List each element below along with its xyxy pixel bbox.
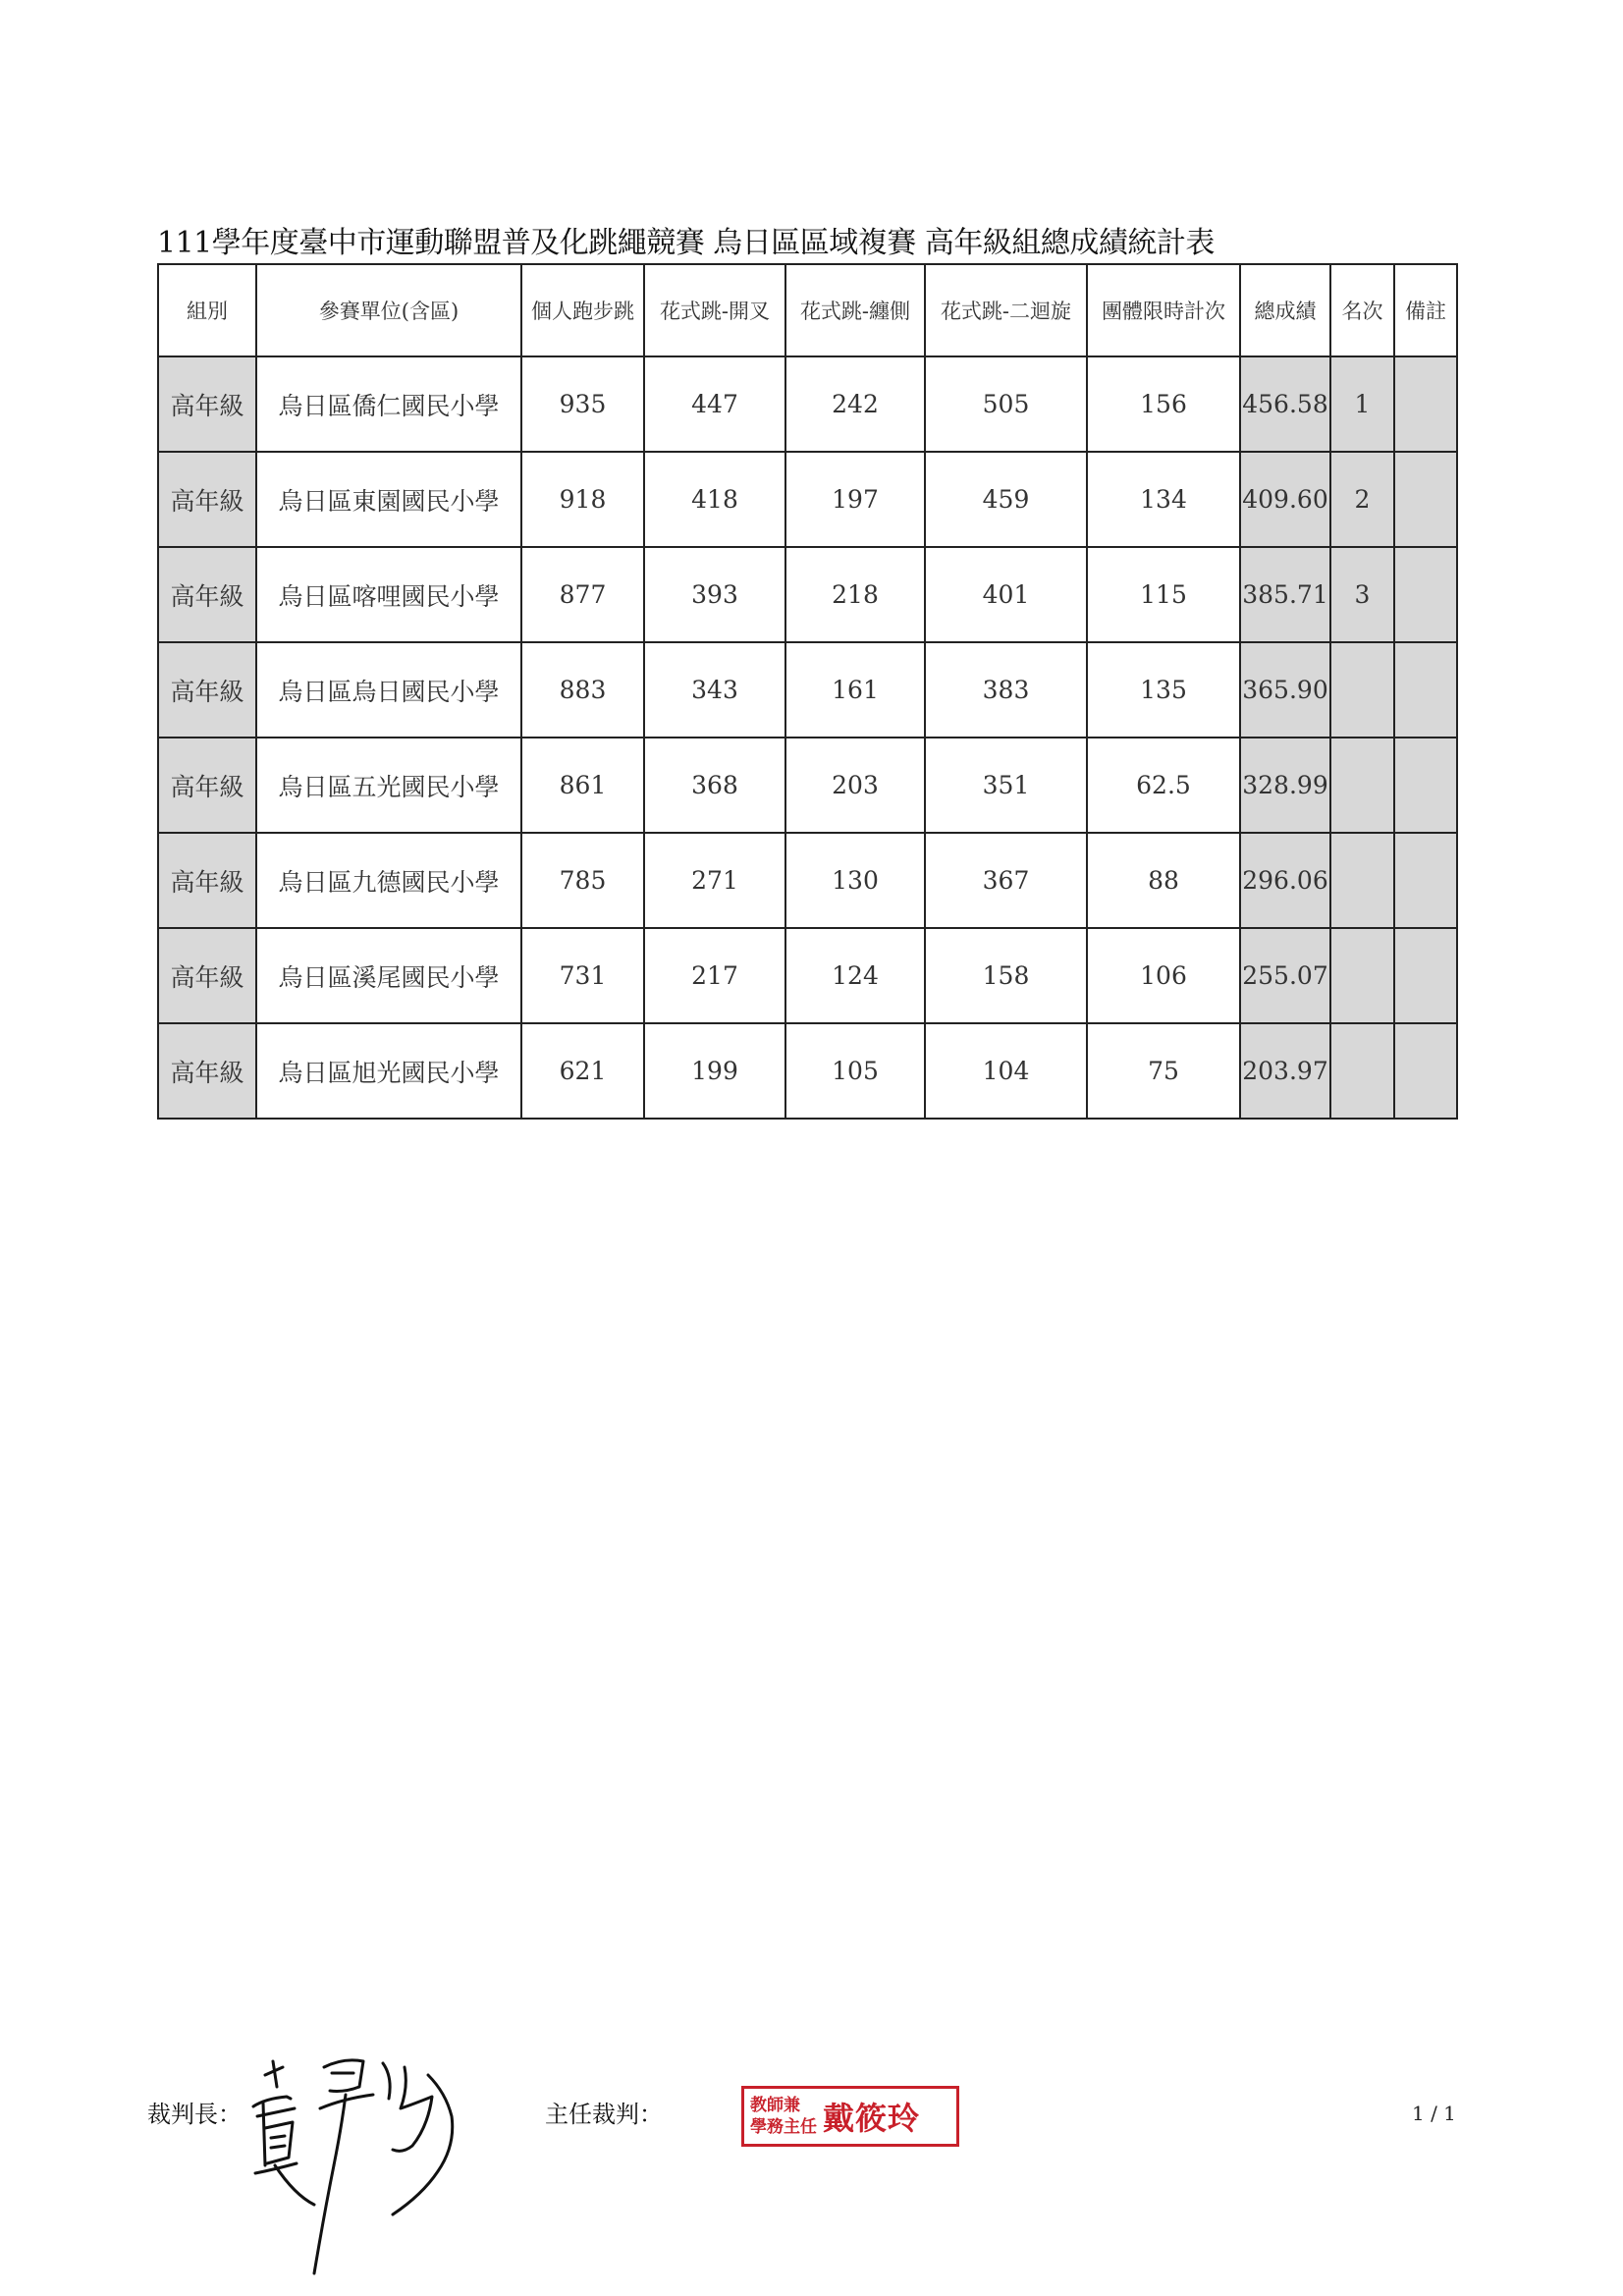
cell-rank (1330, 928, 1394, 1023)
cell-side-swing: 105 (785, 1023, 925, 1119)
chief-judge-label: 主任裁判： (545, 2101, 663, 2128)
cell-rank: 1 (1330, 356, 1394, 452)
cell-total: 328.99 (1240, 738, 1330, 833)
results-table (157, 263, 1458, 1120)
cell-note (1394, 833, 1457, 928)
cell-total: 365.90 (1240, 642, 1330, 738)
head-judge-label: 裁判長： (147, 2101, 242, 2128)
cell-total: 255.07 (1240, 928, 1330, 1023)
cell-school: 烏日區旭光國民小學 (256, 1023, 521, 1119)
cell-run: 621 (521, 1023, 644, 1119)
cell-run: 861 (521, 738, 644, 833)
cell-rank (1330, 833, 1394, 928)
cell-total: 456.58 (1240, 356, 1330, 452)
cell-side-swing: 161 (785, 642, 925, 738)
header-school: 參賽單位(含區) (256, 264, 521, 356)
cell-double-under: 104 (925, 1023, 1087, 1119)
page-number: 1 / 1 (1412, 2102, 1456, 2125)
cell-school: 烏日區九德國民小學 (256, 833, 521, 928)
cell-school: 烏日區東園國民小學 (256, 452, 521, 547)
stamp-line-2: 學務主任 (750, 2117, 817, 2137)
cell-note (1394, 642, 1457, 738)
cell-note (1394, 356, 1457, 452)
header-double-under: 花式跳-二迴旋 (925, 264, 1087, 356)
cell-rank (1330, 738, 1394, 833)
cell-run: 918 (521, 452, 644, 547)
cell-group: 高年級 (158, 1023, 256, 1119)
cell-total: 203.97 (1240, 1023, 1330, 1119)
cell-school: 烏日區僑仁國民小學 (256, 356, 521, 452)
cell-open-cross: 368 (644, 738, 785, 833)
cell-side-swing: 197 (785, 452, 925, 547)
cell-group: 高年級 (158, 642, 256, 738)
cell-team: 88 (1087, 833, 1240, 928)
cell-rank: 3 (1330, 547, 1394, 642)
cell-side-swing: 130 (785, 833, 925, 928)
cell-run: 731 (521, 928, 644, 1023)
cell-group: 高年級 (158, 928, 256, 1023)
table-row (158, 833, 1457, 928)
cell-team: 115 (1087, 547, 1240, 642)
cell-side-swing: 203 (785, 738, 925, 833)
handwritten-signature (236, 2048, 491, 2293)
cell-open-cross: 447 (644, 356, 785, 452)
cell-double-under: 383 (925, 642, 1087, 738)
document-title: 111學年度臺中市運動聯盟普及化跳繩競賽 烏日區區域複賽 高年級組總成績統計表 (157, 226, 1215, 260)
cell-school: 烏日區溪尾國民小學 (256, 928, 521, 1023)
header-total: 總成績 (1240, 264, 1330, 356)
cell-open-cross: 393 (644, 547, 785, 642)
cell-open-cross: 217 (644, 928, 785, 1023)
cell-team: 135 (1087, 642, 1240, 738)
header-side-swing: 花式跳-纏側 (785, 264, 925, 356)
table-header-row (158, 264, 1457, 356)
cell-run: 883 (521, 642, 644, 738)
table-row (158, 642, 1457, 738)
cell-total: 385.71 (1240, 547, 1330, 642)
table-row (158, 547, 1457, 642)
cell-group: 高年級 (158, 452, 256, 547)
cell-note (1394, 928, 1457, 1023)
cell-rank (1330, 642, 1394, 738)
official-stamp (741, 2086, 959, 2147)
cell-team: 75 (1087, 1023, 1240, 1119)
cell-team: 62.5 (1087, 738, 1240, 833)
cell-group: 高年級 (158, 547, 256, 642)
cell-run: 785 (521, 833, 644, 928)
header-run: 個人跑步跳 (521, 264, 644, 356)
table-row (158, 928, 1457, 1023)
cell-school: 烏日區五光國民小學 (256, 738, 521, 833)
cell-double-under: 459 (925, 452, 1087, 547)
cell-group: 高年級 (158, 356, 256, 452)
header-note: 備註 (1394, 264, 1457, 356)
header-team: 團體限時計次 (1087, 264, 1240, 356)
table-row (158, 738, 1457, 833)
cell-double-under: 367 (925, 833, 1087, 928)
cell-school: 烏日區喀哩國民小學 (256, 547, 521, 642)
cell-note (1394, 452, 1457, 547)
header-open-cross: 花式跳-開叉 (644, 264, 785, 356)
cell-note (1394, 1023, 1457, 1119)
cell-open-cross: 418 (644, 452, 785, 547)
cell-school: 烏日區烏日國民小學 (256, 642, 521, 738)
header-group: 組別 (158, 264, 256, 356)
cell-note (1394, 547, 1457, 642)
cell-open-cross: 271 (644, 833, 785, 928)
table-row (158, 452, 1457, 547)
cell-total: 296.06 (1240, 833, 1330, 928)
table-row (158, 356, 1457, 452)
cell-team: 156 (1087, 356, 1240, 452)
cell-open-cross: 343 (644, 642, 785, 738)
table-row (158, 1023, 1457, 1119)
cell-total: 409.60 (1240, 452, 1330, 547)
cell-double-under: 351 (925, 738, 1087, 833)
cell-side-swing: 124 (785, 928, 925, 1023)
cell-double-under: 401 (925, 547, 1087, 642)
cell-rank: 2 (1330, 452, 1394, 547)
cell-open-cross: 199 (644, 1023, 785, 1119)
cell-rank (1330, 1023, 1394, 1119)
stamp-title (750, 2095, 817, 2138)
cell-team: 134 (1087, 452, 1240, 547)
cell-group: 高年級 (158, 738, 256, 833)
cell-side-swing: 218 (785, 547, 925, 642)
cell-double-under: 158 (925, 928, 1087, 1023)
header-rank: 名次 (1330, 264, 1394, 356)
cell-double-under: 505 (925, 356, 1087, 452)
cell-side-swing: 242 (785, 356, 925, 452)
cell-run: 935 (521, 356, 644, 452)
stamp-name: 戴筱玲 (823, 2100, 921, 2137)
cell-team: 106 (1087, 928, 1240, 1023)
stamp-line-1: 教師兼 (750, 2096, 800, 2115)
cell-note (1394, 738, 1457, 833)
cell-group: 高年級 (158, 833, 256, 928)
cell-run: 877 (521, 547, 644, 642)
